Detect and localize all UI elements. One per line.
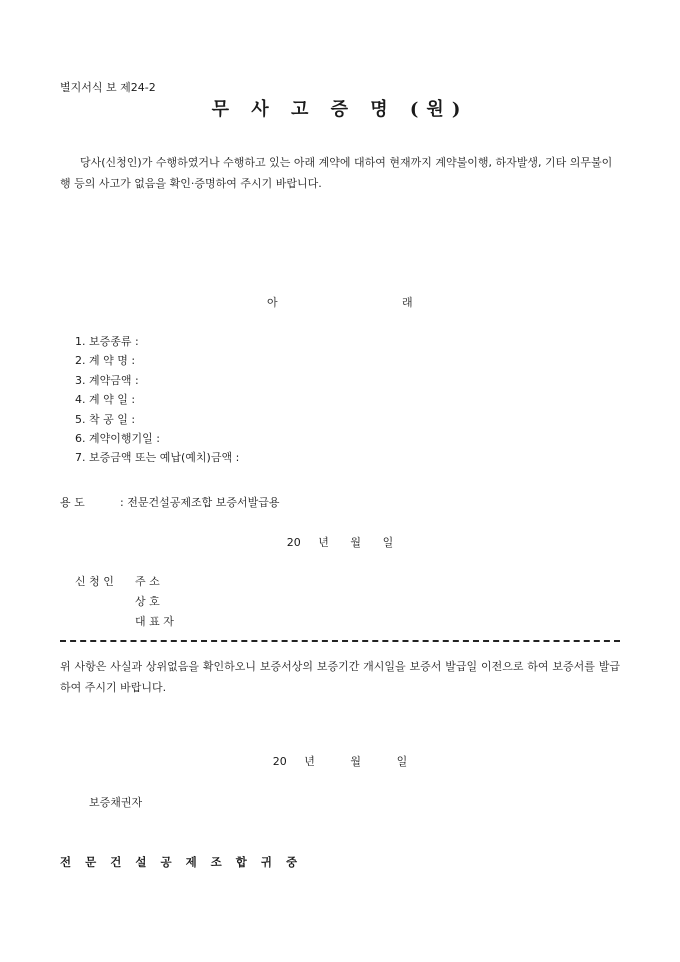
date1-day: 일 [382, 536, 394, 549]
creditor-label: 보증채권자 [89, 796, 143, 809]
below-heading-left: 아 [267, 296, 278, 309]
date1-year: 20 [286, 536, 301, 549]
item-performance-date: 6. 계약이행기일 : [75, 431, 160, 445]
item-start-date: 5. 착 공 일 : [75, 412, 136, 426]
page-title: 무 사 고 증 명 (원) [211, 99, 469, 120]
purpose-label: 용 도 [60, 496, 85, 509]
date2-year-unit: 년 [304, 755, 315, 768]
address-label: 주 소 [135, 575, 160, 588]
item-contract-amount: 3. 계약금액 : [75, 373, 139, 387]
date2-year: 20 [272, 755, 287, 768]
date2-month: 월 [350, 755, 362, 768]
applicant-block [75, 576, 174, 636]
date-line-1 [0, 537, 680, 548]
closing-addressee: 전 문 건 설 공 제 조 합 귀 중 [60, 855, 303, 869]
below-heading-right: 래 [402, 296, 413, 309]
date1-year-unit: 년 [318, 536, 329, 549]
purpose-line [60, 497, 279, 508]
intro-paragraph: 당사(신청인)가 수행하였거나 수행하고 있는 아래 계약에 대하여 현재까지 계약불이행, 하자발생, 기타 의무불이행 등의 사고가 없음을 확인·증명하여 주시기 바랍니다. [60, 156, 613, 190]
item-guarantee-amount: 7. 보증금액 또는 예납(예치)금액 : [75, 451, 240, 465]
date2-day: 일 [396, 755, 408, 768]
purpose-value: : 전문건설공제조합 보증서발급용 [120, 496, 280, 509]
date-line-2 [0, 756, 680, 767]
representative-label: 대 표 자 [135, 615, 174, 628]
divider-line [60, 640, 620, 642]
trade-name-label: 상 호 [135, 595, 160, 608]
item-guarantee-type: 1. 보증종류 : [75, 335, 139, 348]
applicant-prefix: 신 청 인 [75, 575, 114, 588]
item-contract-date: 4. 계 약 일 : [75, 393, 136, 407]
date1-month: 월 [350, 536, 362, 549]
item-contract-name: 2. 계 약 명 : [75, 354, 136, 368]
contract-item-list [75, 336, 239, 472]
form-number: 별지서식 보 제24-2 [60, 81, 156, 94]
confirmation-paragraph: 위 사항은 사실과 상위없음을 확인하오니 보증서상의 보증기간 개시일을 보증서 발급일 이전으로 하여 보증서를 발급하여 주시기 바랍니다. [60, 660, 620, 694]
